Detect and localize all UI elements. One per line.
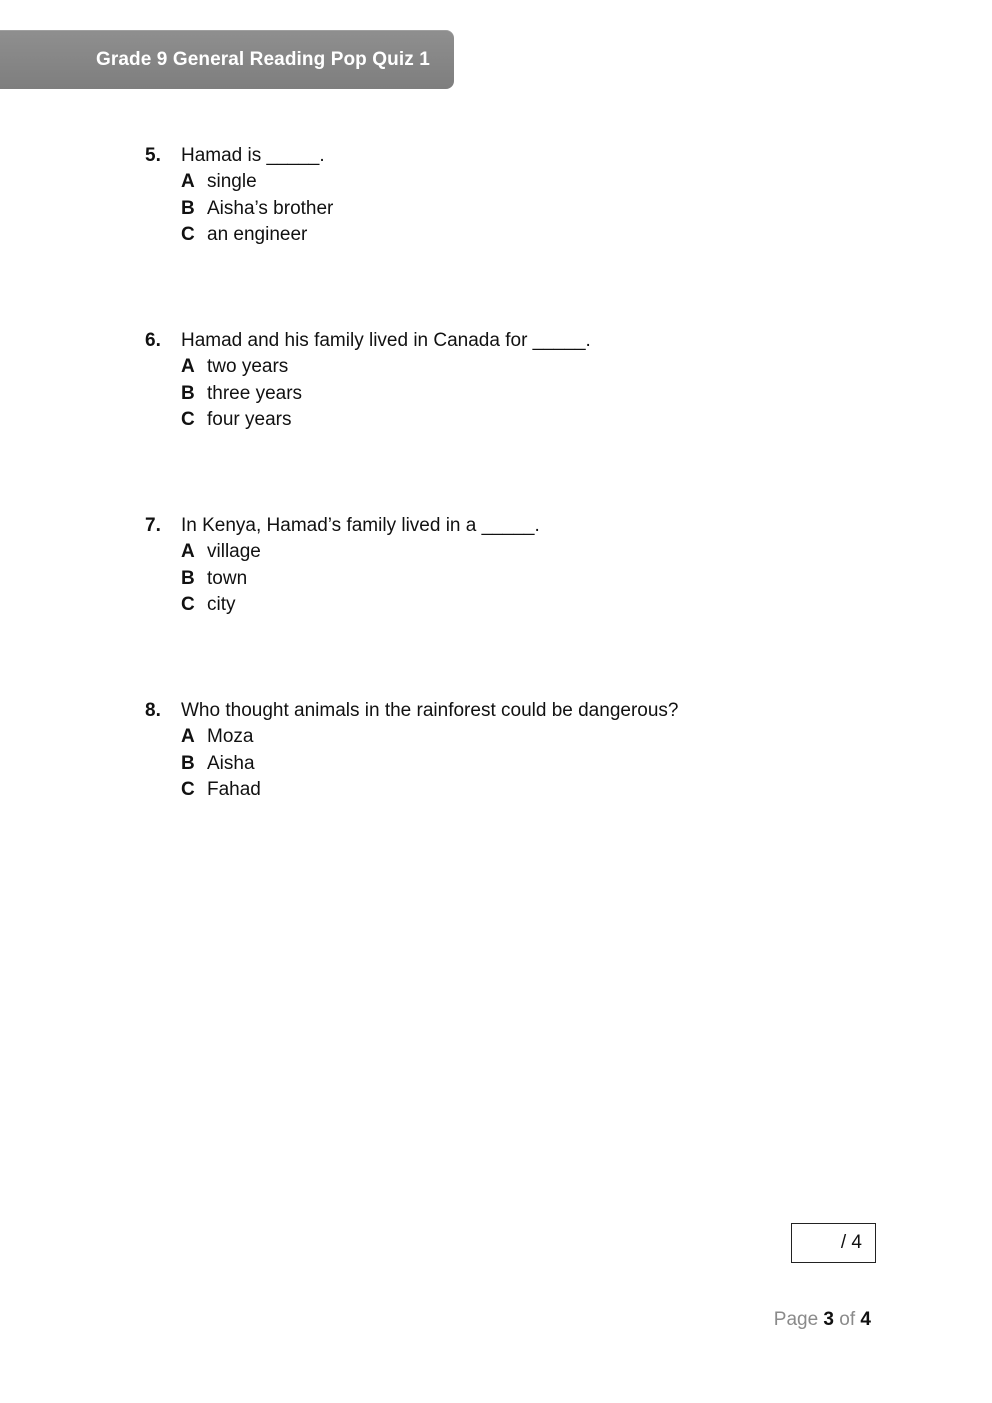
option-text: four years [207, 409, 292, 430]
option-b[interactable] [145, 381, 845, 408]
option-a[interactable] [145, 724, 845, 751]
option-b[interactable] [145, 196, 845, 223]
question-text: Hamad is _____. [181, 145, 325, 166]
question-number: 5. [145, 145, 161, 166]
score-box[interactable] [791, 1223, 876, 1263]
question-8 [145, 697, 845, 804]
option-c[interactable] [145, 407, 845, 434]
page-word: Page [773, 1309, 819, 1330]
option-text: single [207, 171, 257, 192]
option-letter: C [181, 594, 195, 615]
option-text: three years [207, 382, 303, 404]
question-number: 8. [145, 700, 161, 721]
option-a[interactable] [145, 354, 845, 381]
current-page: 3 [823, 1309, 834, 1330]
option-letter: A [181, 171, 195, 192]
option-b[interactable] [145, 566, 845, 593]
question-5 [145, 142, 845, 249]
option-letter: B [181, 197, 195, 219]
question-number: 7. [145, 515, 161, 536]
option-letter: B [181, 567, 195, 589]
question-6 [145, 327, 845, 434]
question-stem [145, 327, 845, 354]
quiz-title: Grade 9 General Reading Pop Quiz 1 [96, 49, 430, 70]
total-pages: 4 [860, 1309, 871, 1330]
question-text: Hamad and his family lived in Canada for _____. [181, 330, 591, 351]
option-c[interactable] [145, 777, 845, 804]
option-letter: C [181, 779, 195, 800]
option-text: an engineer [207, 224, 308, 245]
option-text: Moza [207, 726, 254, 747]
option-letter: C [181, 224, 195, 245]
option-text: two years [207, 356, 289, 377]
option-c[interactable] [145, 222, 845, 249]
option-letter: A [181, 356, 195, 377]
question-stem [145, 697, 845, 724]
question-7 [145, 512, 845, 619]
of-word: of [839, 1309, 856, 1330]
option-text: town [207, 567, 248, 589]
option-text: city [207, 594, 236, 615]
question-text: Who thought animals in the rainforest could be dangerous? [181, 700, 679, 721]
option-a[interactable] [145, 169, 845, 196]
question-stem [145, 142, 845, 169]
option-letter: B [181, 382, 195, 404]
option-text: Aisha’s brother [207, 197, 334, 219]
option-text: Fahad [207, 779, 261, 800]
score-total: / 4 [840, 1232, 862, 1253]
option-letter: C [181, 409, 195, 430]
question-number: 6. [145, 330, 161, 351]
option-text: village [207, 541, 261, 562]
option-letter: B [181, 752, 195, 774]
question-stem [145, 512, 845, 539]
option-c[interactable] [145, 592, 845, 619]
option-a[interactable] [145, 539, 845, 566]
option-letter: A [181, 541, 195, 562]
option-b[interactable] [145, 751, 845, 778]
option-letter: A [181, 726, 195, 747]
option-text: Aisha [207, 752, 255, 774]
question-text: In Kenya, Hamad’s family lived in a _____. [181, 515, 540, 536]
page-indicator [774, 1309, 871, 1331]
